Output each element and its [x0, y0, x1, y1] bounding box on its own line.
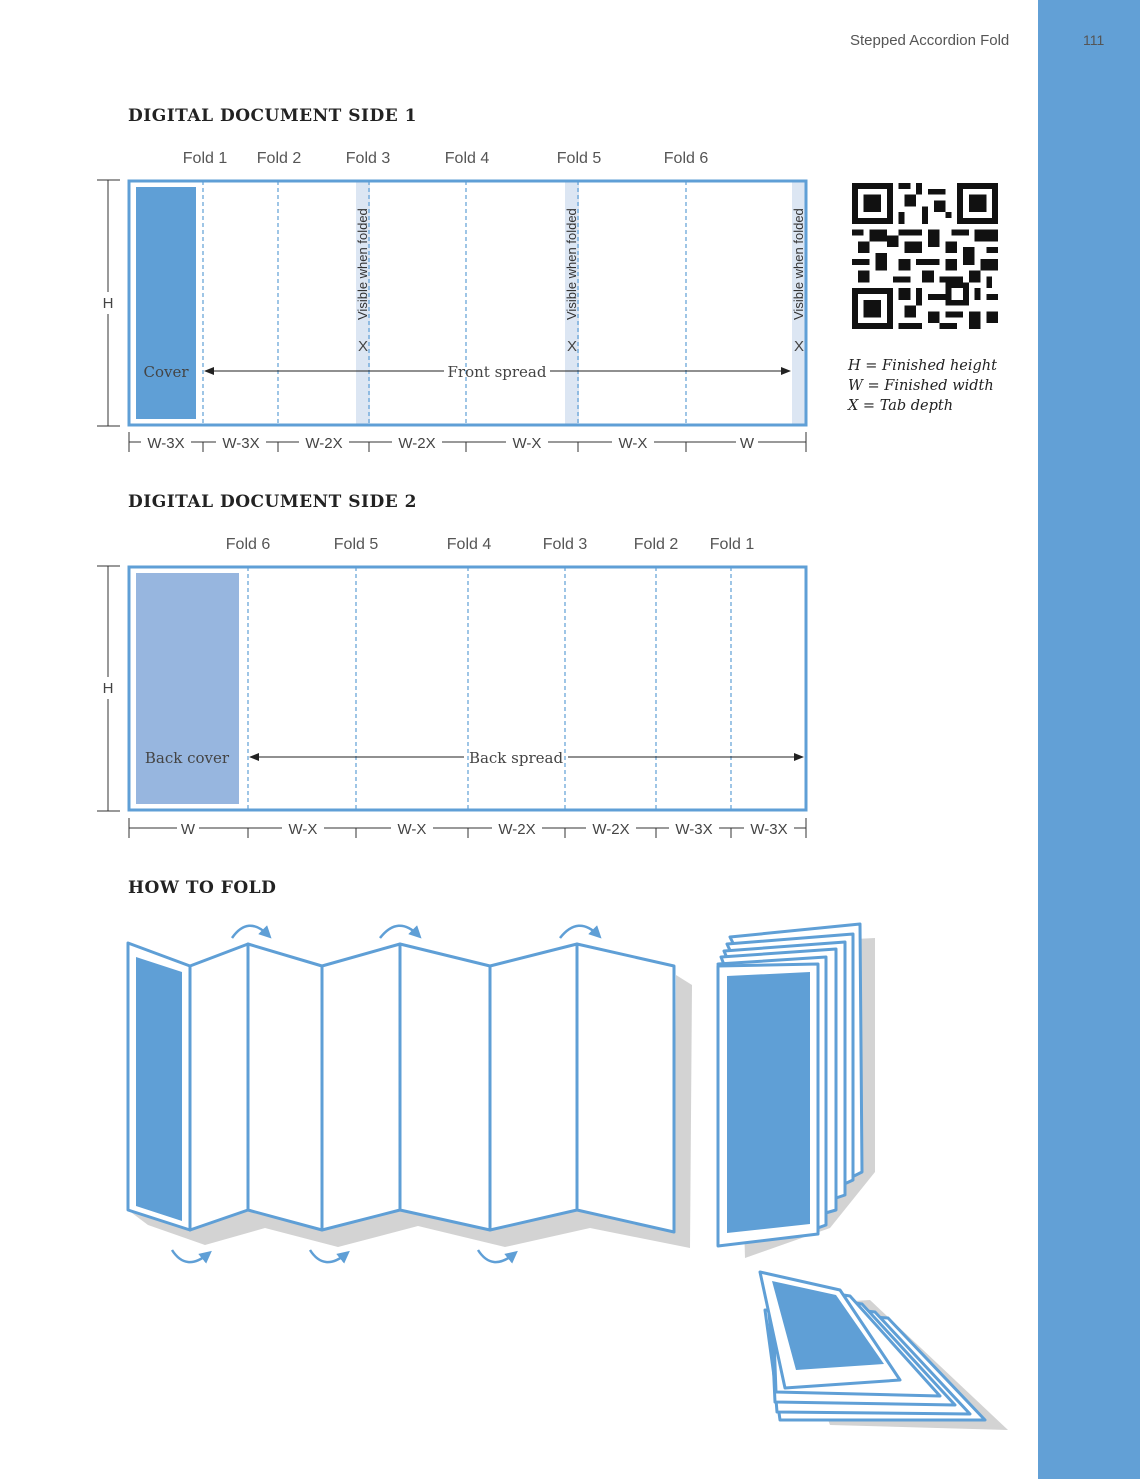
side1-spread-label: Front spread — [447, 363, 547, 381]
running-head: Stepped Accordion Fold — [850, 32, 1010, 49]
side1-width-label: W-X — [618, 435, 648, 452]
side1-width-label: W-3X — [222, 435, 260, 452]
side1-tab-marker: X — [357, 338, 369, 355]
side2-width-label: W-3X — [750, 821, 788, 838]
side1-tab-marker: X — [566, 338, 578, 355]
side2-width-label: W-X — [397, 821, 427, 838]
side2-width-label: W-3X — [675, 821, 713, 838]
side2-spread-label: Back spread — [468, 749, 564, 767]
side2-fold-label: Fold 6 — [225, 536, 271, 553]
side1-tab-marker: X — [793, 338, 805, 355]
folded-stack-cover — [727, 972, 810, 1233]
accordion-sheet — [128, 943, 674, 1232]
side1-title: DIGITAL DOCUMENT SIDE 1 — [128, 106, 417, 126]
side2-fold-label: Fold 3 — [542, 536, 588, 553]
side1-width-label: W-3X — [147, 435, 185, 452]
side2-width-label: W-X — [288, 821, 318, 838]
side2-cover-label: Back cover — [144, 749, 230, 767]
page-number: 111 — [1083, 32, 1105, 48]
side2-title: DIGITAL DOCUMENT SIDE 2 — [128, 492, 417, 512]
legend-item: H = Finished height — [848, 358, 997, 374]
accordion-cover-panel — [136, 957, 182, 1221]
side1-width-label: W — [739, 435, 755, 452]
side1-width-label: W-X — [512, 435, 542, 452]
side1-fold-label: Fold 1 — [182, 150, 228, 167]
side2-height-label: H — [102, 680, 114, 697]
side1-fold-label: Fold 5 — [556, 150, 602, 167]
legend-item: X = Tab depth — [848, 398, 954, 414]
side1-visible-label: Visible when folded — [355, 208, 370, 320]
side1-fold-label: Fold 4 — [444, 150, 490, 167]
side2-width-label: W — [180, 821, 196, 838]
side1-fold-label: Fold 6 — [663, 150, 709, 167]
how-to-fold-title: HOW TO FOLD — [128, 878, 277, 898]
side2-fold-label: Fold 4 — [446, 536, 492, 553]
side2-width-label: W-2X — [498, 821, 536, 838]
side2-fold-label: Fold 5 — [333, 536, 379, 553]
side1-width-label: W-2X — [305, 435, 343, 452]
side1-visible-label: Visible when folded — [791, 208, 806, 320]
side2-fold-label: Fold 1 — [709, 536, 755, 553]
side1-cover-label: Cover — [143, 363, 189, 381]
side1-visible-label: Visible when folded — [564, 208, 579, 320]
side2-width-label: W-2X — [592, 821, 630, 838]
legend-item: W = Finished width — [848, 378, 994, 394]
page-sidebar-band — [1038, 0, 1140, 1479]
side1-height-label: H — [102, 295, 114, 312]
side1-width-label: W-2X — [398, 435, 436, 452]
side1-fold-label: Fold 2 — [256, 150, 302, 167]
side2-fold-label: Fold 2 — [633, 536, 679, 553]
side1-fold-label: Fold 3 — [345, 150, 391, 167]
